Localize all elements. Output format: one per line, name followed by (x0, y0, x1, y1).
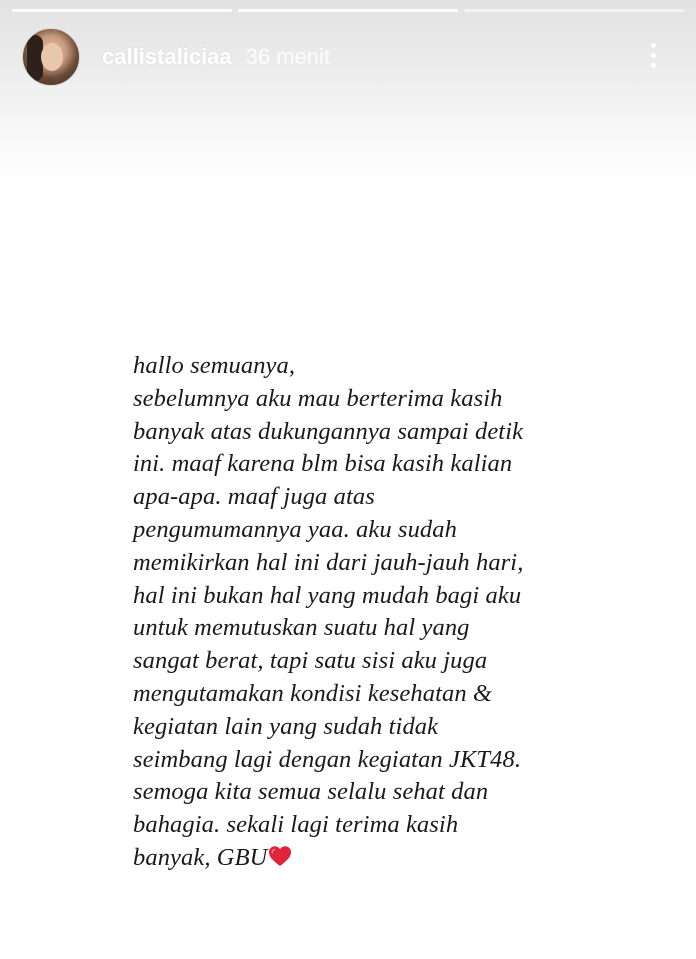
story-caption (133, 350, 603, 875)
caption-text: hallo semuanya, sebelumnya aku mau berterima kasih banyak atas dukungannya sampai detik ini. maaf karena blm bisa kasih kalian apa-apa. maaf juga atas pengumumannya yaa. aku sudah memikirkan hal ini dari jauh-jauh hari, hal ini bukan hal yang mudah bagi aku untuk memutuskan suatu hal yang sangat berat, tapi satu sisi aku juga mengutamakan kondisi kesehatan & kegiatan lain yang sudah tidak seimbang lagi dengan kegiatan JKT48. semoga kita semua selalu sehat dan bahagia. sekali lagi terima kasih banyak, GBU (133, 352, 524, 871)
username[interactable]: callistaliciaa (102, 43, 232, 69)
progress-fill (12, 9, 232, 12)
story-header (22, 28, 682, 85)
avatar[interactable] (22, 28, 80, 86)
progress-fill (238, 9, 458, 12)
story-progress-bar (12, 9, 684, 12)
progress-segment-1 (12, 9, 232, 12)
progress-segment-3 (464, 9, 684, 12)
progress-segment-2 (238, 9, 458, 12)
post-time: 36 menit (245, 43, 331, 69)
red-heart-icon (268, 845, 292, 867)
more-vertical-icon[interactable] (638, 40, 668, 70)
